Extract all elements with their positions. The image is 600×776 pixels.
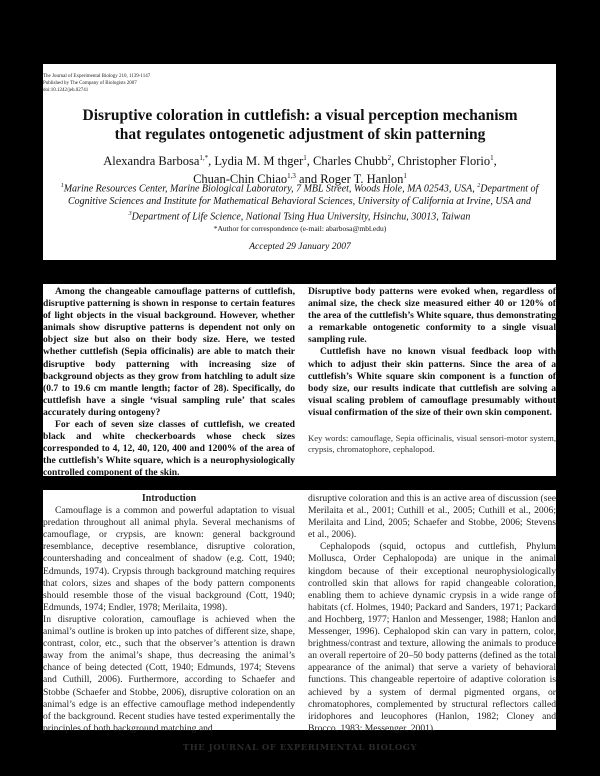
- author: Roger T. Hanlon: [320, 172, 404, 187]
- body-paragraph: disruptive coloration and this is an active area of discussion (see Merilaita et al., 2001; Cuthill et al., 2005; Cuthill et al., 2006; Merilaita and Lind, 2005; Schaefer and Stobbe, 2006; Stevens et al., 2006).: [308, 493, 556, 541]
- accepted-date: Accepted 29 January 2007: [249, 242, 351, 252]
- affiliation: Department of Cognitive Sciences and Institute for Mathematical Behavioral Sciences, University of California at Irvine, USA and: [67, 183, 539, 208]
- correspondence-note: *Author for correspondence (e-mail: abarbosa@mbl.edu): [213, 224, 387, 233]
- doi-line: doi:10.1242/jeb.02741: [43, 88, 89, 93]
- section-heading-introduction: Introduction: [141, 493, 197, 504]
- affiliations: $^1$Marine Resources Center, Marine Biological Laboratory, 7 MBL Street, Woods Hole, MA 02543, USA, $^2$Department of Cognitive Sciences and Institute for Mathematical Behavioral Sciences, University of California at Irvine, USA and $^3$Department of Life Science, National Tsing Hua University, Hsinchu, 30013, Taiwan: [60, 183, 539, 223]
- affiliation: Department of Life Science, National Tsing Hua University, Hsinchu, 30013, Taiwan: [131, 211, 471, 223]
- journal-meta: [43, 73, 150, 94]
- author-list: Alexandra Barbosa$^{1,*}$, Lydia M. M thger$^1$, Charles Chubb$^2$, Christopher Florio$^1$, Chuan-Chin Chiao$^{1,3}$ and Roger T. Hanlon$^1$: [103, 154, 497, 187]
- author: Christopher Florio: [397, 154, 491, 169]
- abstract-paragraph: Among the changeable camouflage patterns of cuttlefish, disruptive patterning is shown in response to certain features of light objects in the visual background. However, whether animals show disruptive patterns is dependent not only on object size but also on their body size. Here, we tested whether cuttlefish (Sepia officinalis) are able to match their disruptive body patterning with increasing size of background objects as they grow from hatchling to adult size (0.7 to 19.6 cm mantle length; factor of 28). Specifically, do cuttlefish have a single ‘visual sampling rule’ that scales accurately during ontogeny?: [43, 286, 295, 418]
- journal-line: The Journal of Experimental Biology 210, 1139-1147: [43, 74, 151, 79]
- abstract-paragraph: For each of seven size classes of cuttlefish, we created black and white checkerboards whose check sizes corresponded to 4, 12, 40, 120, 400 and 1200% of the area of the cuttlefish’s White square, which is a neurophysiologically controlled component of the skin.: [43, 419, 295, 479]
- abstract-paragraph: Disruptive body patterns were evoked when, regardless of animal size, the check size measured either 40 or 120% of the area of the cuttlefish’s White square, thus demonstrating a remarkable ontogenetic conformity to a single visual sampling rule.: [308, 286, 556, 346]
- affiliation: Marine Resources Center, Marine Biological Laboratory, 7 MBL Street, Woods Hole, MA 02543, USA,: [63, 183, 478, 195]
- keywords-list: camouflage, Sepia officinalis, visual sensori-motor system, crypsis, chromatophore, cephalopod.: [308, 433, 556, 455]
- keywords-label: Key words:: [308, 433, 349, 444]
- body-paragraph: Camouflage is a common and powerful adaptation to visual predation throughout all animal phyla. Several mechanisms of camouflage, or crypsis, are known: general background resemblance, deceptive resemblance, disruptive coloration, countershading and concealment of shadow (e.g. Cott, 1940; Edmunds, 1974). Crypsis through background matching requires that colors, sizes and shapes of the body pattern components should resemble those of the visual background (Cott, 1940; Edmunds, 1974; Endler, 1978; Merilaita, 1998).: [43, 505, 295, 613]
- author: Lydia M. M thger: [214, 154, 304, 169]
- intro-left-column: [43, 493, 295, 735]
- body-paragraph: In disruptive coloration, camouflage is achieved when the animal’s outline is broken up into patches of different size, shape, contrast, color, etc., such that the observer’s attention is drawn away from the animal’s shape, thus decreasing the animal’s chance of being detected (Cott, 1940; Edmunds, 1974; Stevens and Cuthill, 2006). Furthermore, according to Schaefer and Stobbe (Schaefer and Stobbe, 2006), disruptive coloration on an animal’s edge is an effective camouflage method independently of the background. Recent studies have tested experimentally the principles of both background matching and: [43, 613, 295, 734]
- abstract-paragraph: Cuttlefish have no known visual feedback loop with which to adjust their skin patterns. Since the area of a cuttlefish’s White square skin component is a function of body size, our results indicate that cuttlefish are solving a visual scaling problem of camouflage presumably without visual confirmation of the size of their own skin component.: [308, 346, 556, 418]
- publisher-line: Published by The Company of Biologists 2007: [43, 81, 137, 86]
- author: Chuan-Chin Chiao: [193, 172, 288, 187]
- keywords: [308, 433, 556, 455]
- abstract-left-column: [43, 286, 295, 480]
- abstract-right-column: [308, 286, 556, 455]
- body-paragraph: Cephalopods (squid, octopus and cuttlefish, Phylum Mollusca, Order Cephalopoda) are unique in the animal kingdom because of their exceptional neurophysiologically controlled skin that allows for rapid changeable coloration, enabling them to achieve dynamic crypsis in a wide range of habitats (cf. Holmes, 1940; Packard and Sanders, 1971; Packard and Hochberg, 1977; Hanlon and Messenger, 1988; Hanlon and Messenger, 1996). Cephalopod skin can vary in pattern, color, brightness/contrast and texture, allowing the animals to produce an overall repertoire of 20–50 body patterns (defined as the total appearance of the animal) that serve a variety of behavioral functions. This changeable repertoire of adaptive coloration is achieved by a system of dermal pigmented organs, or chromatophores, complemented by structural reflectors called iridophores and leucophores (Hanlon, 1982; Cloney and Brocco, 1983; Messenger, 2001).: [308, 541, 556, 734]
- paper-title: Disruptive coloration in cuttlefish: a visual perception mechanism that regulates ontogenetic adjustment of skin patterning: [82, 107, 518, 143]
- author: Alexandra Barbosa: [103, 154, 200, 169]
- intro-right-column: [308, 493, 556, 735]
- author: Charles Chubb: [313, 154, 388, 169]
- journal-footer-brand: THE JOURNAL OF EXPERIMENTAL BIOLOGY: [182, 743, 418, 753]
